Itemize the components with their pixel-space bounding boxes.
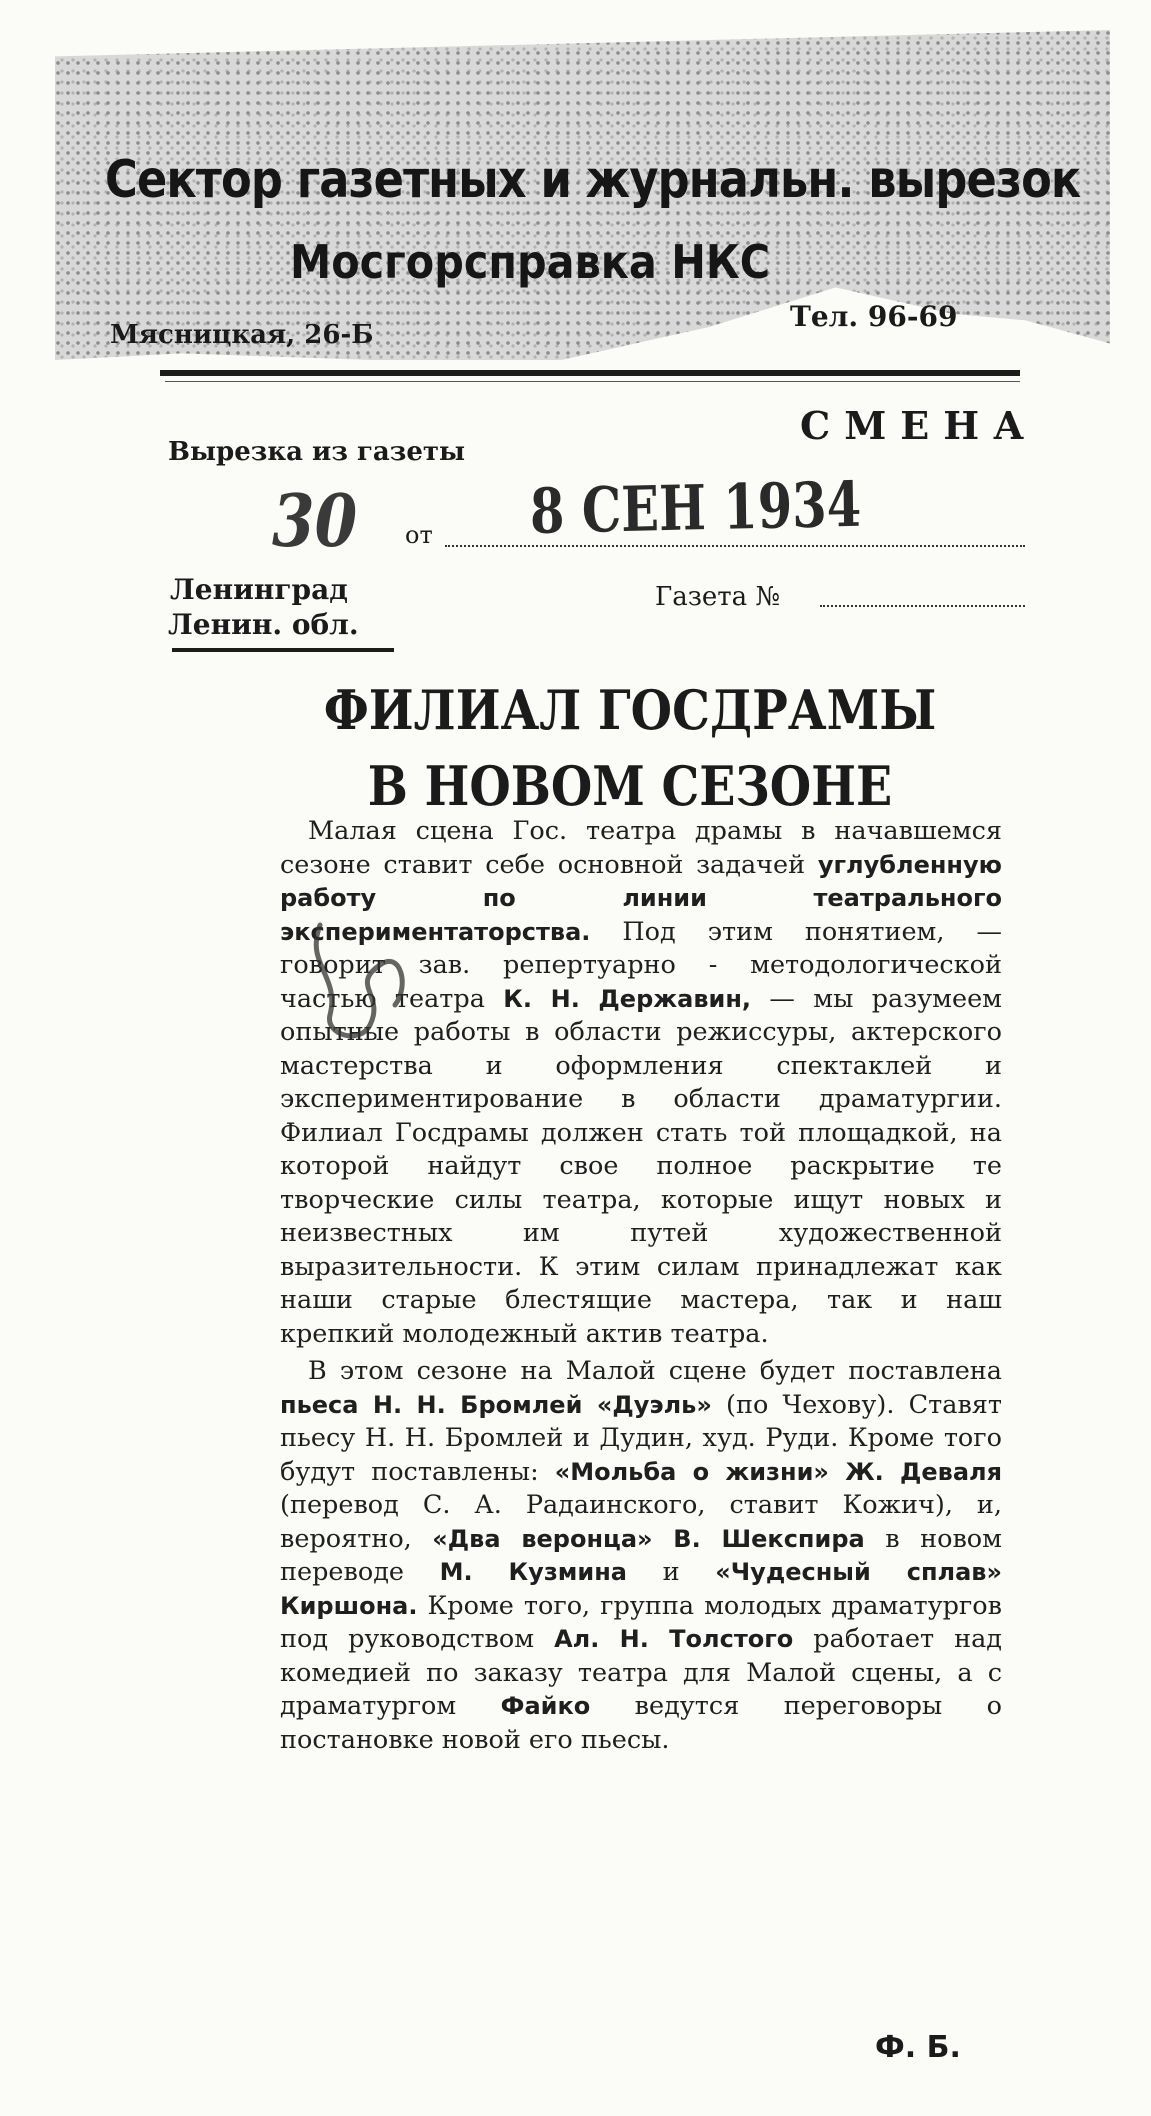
headline-line-2: В НОВОМ СЕЗОНЕ bbox=[367, 754, 893, 818]
text-run: — мы разумеем опытные работы в области режиссуры, актерского мастерства и оформления спектаклей и экспериментирование в области драматургии. Филиал Госдрамы должен стать той площадкой, на которой найдут свое полное раскрытие те творческие силы театра, которые ищут новых и неизвестных им путей художественной выразительности. К этим силам принадлежат как наши старые блестящие мастера, так и наш крепкий молодежный актив театра. bbox=[280, 983, 1002, 1349]
text-run: и bbox=[626, 1557, 716, 1587]
stamp-phone: Тел. 96-69 bbox=[790, 300, 958, 333]
stamp-address: Мясницкая, 26-Б bbox=[110, 320, 374, 350]
article-paragraph-1 bbox=[280, 815, 1002, 1351]
emphasis: «Чудесный сплав» Киршона. bbox=[280, 1558, 1002, 1620]
emphasis: К. Н. Державин, bbox=[503, 984, 752, 1013]
region-label: Ленин. обл. bbox=[168, 608, 359, 641]
stamp-organization: Мосгорсправка НКС bbox=[290, 235, 771, 289]
date-stamp: 8 СЕН 1934 bbox=[529, 467, 862, 548]
emphasis: углубленную работу по линии театрального экспериментаторства. bbox=[280, 850, 1002, 946]
text-run: (перевод С. А. Радаинского, ставит Кожич), и, вероятно, bbox=[280, 1490, 1002, 1554]
emphasis: Файко bbox=[500, 1692, 591, 1720]
city-label: Ленинград bbox=[170, 573, 348, 606]
emphasis: «Два веронца» В. Шекспира bbox=[432, 1524, 865, 1553]
text-run: работает над комедией по заказу театра для Малой сцены, а с драматургом bbox=[280, 1624, 1002, 1721]
text-run: Под этим понятием, — говорит зав. репертуарно - методологической частью театра bbox=[280, 916, 1002, 1014]
gazeta-number-label: Газета № bbox=[655, 582, 781, 612]
text-run: Малая сцена Гос. театра драмы в начавшемся сезоне ставит себе основной задачей bbox=[280, 816, 1002, 880]
text-run: ведутся переговоры о постановке новой его пьесы. bbox=[280, 1691, 1002, 1755]
emphasis: М. Кузмина bbox=[439, 1558, 627, 1586]
article-paragraph-2 bbox=[280, 1355, 1002, 1757]
header-rule bbox=[160, 370, 1020, 376]
emphasis: «Мольба о жизни» Ж. Деваля bbox=[554, 1457, 1002, 1486]
text-run: Кроме того, группа молодых драматургов под руководством bbox=[280, 1590, 1002, 1654]
handwritten-mark bbox=[300, 905, 420, 1055]
header-rule-thin bbox=[165, 381, 1020, 382]
headline-line-1: ФИЛИАЛ ГОСДРАМЫ bbox=[323, 678, 937, 742]
issue-number: 30 bbox=[272, 478, 358, 563]
text-run: (по Чехову). Ставят пьесу Н. Н. Бромлей и Дудин, худ. Руди. Кроме того будут поставлены: bbox=[280, 1389, 1002, 1487]
emphasis: Ал. Н. Толстого bbox=[554, 1625, 794, 1653]
newspaper-name: СМЕНА bbox=[800, 403, 1039, 448]
emphasis: пьеса Н. Н. Бромлей «Дуэль» bbox=[280, 1390, 712, 1419]
text-run: в новом переводе bbox=[280, 1523, 1002, 1587]
gazeta-dotted-line bbox=[820, 605, 1025, 607]
clipping-label: Вырезка из газеты bbox=[168, 437, 466, 467]
article-headline bbox=[322, 672, 938, 824]
stamp-title: Сектор газетных и журнальн. вырезок bbox=[105, 150, 1081, 210]
text-run: В этом сезоне на Малой сцене будет поставлена bbox=[308, 1356, 1002, 1386]
date-from-label: от bbox=[405, 521, 433, 549]
region-rule bbox=[172, 648, 394, 652]
article-signature: Ф. Б. bbox=[875, 2030, 961, 2065]
